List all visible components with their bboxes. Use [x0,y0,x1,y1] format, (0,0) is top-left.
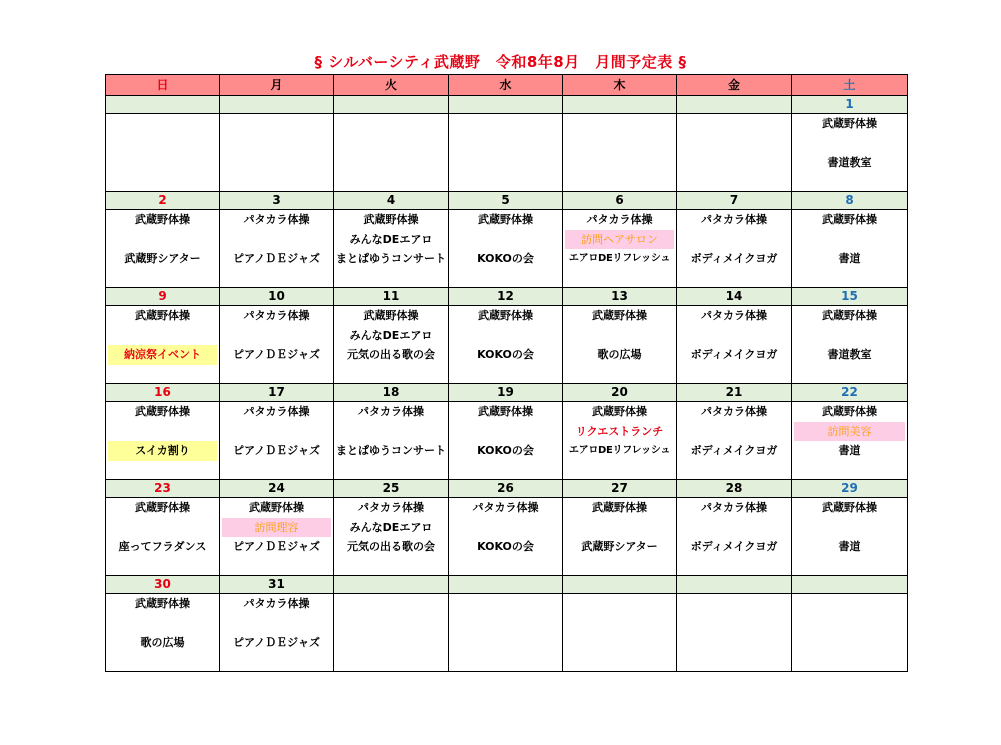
day-cell [220,306,334,384]
date-number [220,96,334,114]
weekday-header-row [106,75,908,96]
day-cell [563,594,677,672]
event-item: 武蔵野体操 [822,501,877,514]
day-cell [563,498,677,576]
event-item: ピアノＤＥジャズ [233,348,320,361]
day-cell [220,210,334,288]
date-number [563,576,677,594]
event-item: KOKOの会 [477,252,534,265]
event-item: 書道 [838,444,861,457]
empty-slot [220,614,333,634]
day-cell [334,114,449,192]
date-number [334,576,449,594]
weekday-tue: 火 [334,75,449,96]
day-cell [334,498,449,576]
event-item: 武蔵野体操 [592,309,647,322]
day-cell [677,594,792,672]
event-item: 歌の広場 [597,348,642,361]
event-item: 書道教室 [827,156,872,169]
day-cell [220,498,334,576]
empty-slot [106,422,219,442]
event-item: 武蔵野体操 [822,309,877,322]
week-2-date-row [106,192,908,210]
day-cell [449,210,563,288]
day-cell [792,498,908,576]
empty-slot [792,518,907,538]
event-item: 元気の出る歌の会 [347,348,435,361]
event-item: 武蔵野体操 [478,405,533,418]
week-3-date-row [106,288,908,306]
date-number: 10 [220,288,334,306]
date-number: 3 [220,192,334,210]
event-item: ピアノＤＥジャズ [233,540,320,553]
event-item: みんなDEエアロ [349,328,433,342]
day-cell [449,114,563,192]
date-number: 22 [792,384,908,402]
date-number: 26 [449,480,563,498]
event-item: 訪問美容 [794,422,905,442]
day-cell [677,498,792,576]
date-number: 23 [106,480,220,498]
event-item: 座ってフラダンス [118,540,207,553]
empty-slot [449,326,562,346]
empty-slot [334,422,448,442]
page-title: § シルバーシティ武蔵野 令和8年8月 月間予定表 § [314,53,687,71]
event-item: 武蔵野体操 [478,213,533,226]
event-item: パタカラ体操 [701,405,767,418]
event-item: 武蔵野体操 [249,501,304,514]
event-item: KOKOの会 [477,540,534,553]
event-item: まとぱゆうコンサート [336,444,446,457]
empty-slot [220,422,333,442]
event-item: KOKOの会 [477,444,534,457]
event-item: ピアノＤＥジャズ [233,444,320,457]
day-cell [334,402,449,480]
event-item: KOKOの会 [477,348,534,361]
day-cell [677,210,792,288]
empty-slot [449,230,562,250]
event-item: パタカラ体操 [701,213,767,226]
day-cell [677,402,792,480]
day-cell [792,210,908,288]
event-item: 書道教室 [827,348,872,361]
event-item: 武蔵野体操 [135,597,190,610]
date-number: 17 [220,384,334,402]
date-number: 29 [792,480,908,498]
date-number: 12 [449,288,563,306]
day-cell [677,114,792,192]
day-cell [106,210,220,288]
event-item: 書道 [838,252,861,265]
event-item: 武蔵野体操 [592,501,647,514]
event-item: 武蔵野体操 [822,213,877,226]
date-number: 15 [792,288,908,306]
weekday-thu: 木 [563,75,677,96]
week-4-date-row [106,384,908,402]
event-item: エアロDEリフレッシュ [568,445,671,456]
day-cell [563,210,677,288]
event-item: まとぱゆうコンサート [336,252,446,265]
week-6-events-row [106,594,908,672]
date-number [449,576,563,594]
event-item: 歌の広場 [140,636,185,649]
event-item: 武蔵野体操 [363,309,419,322]
weekday-mon: 月 [220,75,334,96]
event-item: 武蔵野体操 [135,501,190,514]
day-cell [106,594,220,672]
date-number: 2 [106,192,220,210]
day-cell [449,402,563,480]
date-number [334,96,449,114]
event-item: 武蔵野シアター [581,540,658,553]
day-cell [677,306,792,384]
day-cell [334,594,449,672]
event-item: ピアノＤＥジャズ [233,252,320,265]
date-number [563,96,677,114]
empty-slot [106,614,219,634]
day-cell [449,594,563,672]
day-cell [106,498,220,576]
event-item: 納涼祭イベント [108,345,217,365]
date-number: 18 [334,384,449,402]
event-item: 武蔵野体操 [822,405,877,418]
date-number: 19 [449,384,563,402]
date-number: 20 [563,384,677,402]
event-item: みんなDEエアロ [349,232,433,246]
date-number: 28 [677,480,792,498]
event-item: パタカラ体操 [358,501,424,514]
date-number: 27 [563,480,677,498]
date-number: 9 [106,288,220,306]
event-item: パタカラ体操 [243,213,310,226]
empty-slot [106,518,219,538]
week-3-events-row [106,306,908,384]
empty-slot [220,326,333,346]
date-number: 6 [563,192,677,210]
empty-slot [677,518,791,538]
date-number: 1 [792,96,908,114]
weekday-wed: 水 [449,75,563,96]
event-item: 元気の出る歌の会 [347,540,435,553]
weekday-fri: 金 [677,75,792,96]
date-number: 30 [106,576,220,594]
empty-slot [106,230,219,250]
empty-slot [677,326,791,346]
event-item: 武蔵野体操 [592,405,647,418]
event-item: 訪問理容 [222,518,331,538]
day-cell [792,402,908,480]
day-cell [220,594,334,672]
date-number: 16 [106,384,220,402]
event-item: ボディメイクヨガ [690,348,778,361]
event-item: 訪問ヘアサロン [565,230,674,250]
event-item: みんなDEエアロ [349,520,433,534]
date-number [449,96,563,114]
date-number: 31 [220,576,334,594]
event-item: パタカラ体操 [243,405,310,418]
empty-slot [677,422,791,442]
day-cell [449,306,563,384]
week-1-events-row [106,114,908,192]
day-cell [334,210,449,288]
empty-slot [792,230,907,250]
day-cell [792,594,908,672]
empty-slot [792,134,907,154]
date-number: 21 [677,384,792,402]
event-item: パタカラ体操 [701,501,767,514]
event-item: 書道 [838,540,861,553]
empty-slot [220,230,333,250]
event-item: ボディメイクヨガ [690,540,778,553]
event-item: 武蔵野体操 [478,309,533,322]
day-cell [563,114,677,192]
empty-slot [563,518,676,538]
date-number: 5 [449,192,563,210]
week-5-events-row [106,498,908,576]
empty-slot [449,422,562,442]
date-number [106,96,220,114]
event-item: ボディメイクヨガ [690,252,778,265]
day-cell [106,306,220,384]
event-item: 武蔵野体操 [135,405,190,418]
day-cell [449,498,563,576]
empty-slot [563,326,676,346]
date-number: 13 [563,288,677,306]
event-item: ボディメイクヨガ [690,444,778,457]
weekday-sun: 日 [106,75,220,96]
event-item: ピアノＤＥジャズ [233,636,320,649]
event-item: スイカ割り [108,441,217,461]
day-cell [334,306,449,384]
event-item: パタカラ体操 [586,213,653,226]
date-number: 24 [220,480,334,498]
date-number [792,576,908,594]
event-item: パタカラ体操 [358,405,424,418]
day-cell [220,114,334,192]
date-number: 14 [677,288,792,306]
event-item: パタカラ体操 [243,597,310,610]
day-cell [792,306,908,384]
day-cell [563,402,677,480]
event-item: 武蔵野体操 [822,117,877,130]
event-item: パタカラ体操 [701,309,767,322]
week-2-events-row [106,210,908,288]
week-1-date-row [106,96,908,114]
event-item: パタカラ体操 [472,501,539,514]
week-4-events-row [106,402,908,480]
date-number: 25 [334,480,449,498]
weekday-sat: 土 [792,75,908,96]
date-number: 8 [792,192,908,210]
event-item: リクエストランチ [575,424,664,438]
empty-slot [449,518,562,538]
week-5-date-row [106,480,908,498]
date-number: 7 [677,192,792,210]
event-item: 武蔵野体操 [363,213,419,226]
event-item: エアロDEリフレッシュ [568,253,671,264]
calendar-table [105,74,908,672]
day-cell [563,306,677,384]
day-cell [106,114,220,192]
week-6-date-row [106,576,908,594]
empty-slot [677,230,791,250]
day-cell [106,402,220,480]
day-cell [220,402,334,480]
event-item: 武蔵野体操 [135,309,190,322]
empty-slot [792,326,907,346]
event-item: 武蔵野シアター [124,252,201,265]
date-number [677,576,792,594]
event-item: 武蔵野体操 [135,213,190,226]
day-cell [792,114,908,192]
date-number: 11 [334,288,449,306]
empty-slot [106,326,219,346]
date-number: 4 [334,192,449,210]
date-number [677,96,792,114]
event-item: パタカラ体操 [243,309,310,322]
